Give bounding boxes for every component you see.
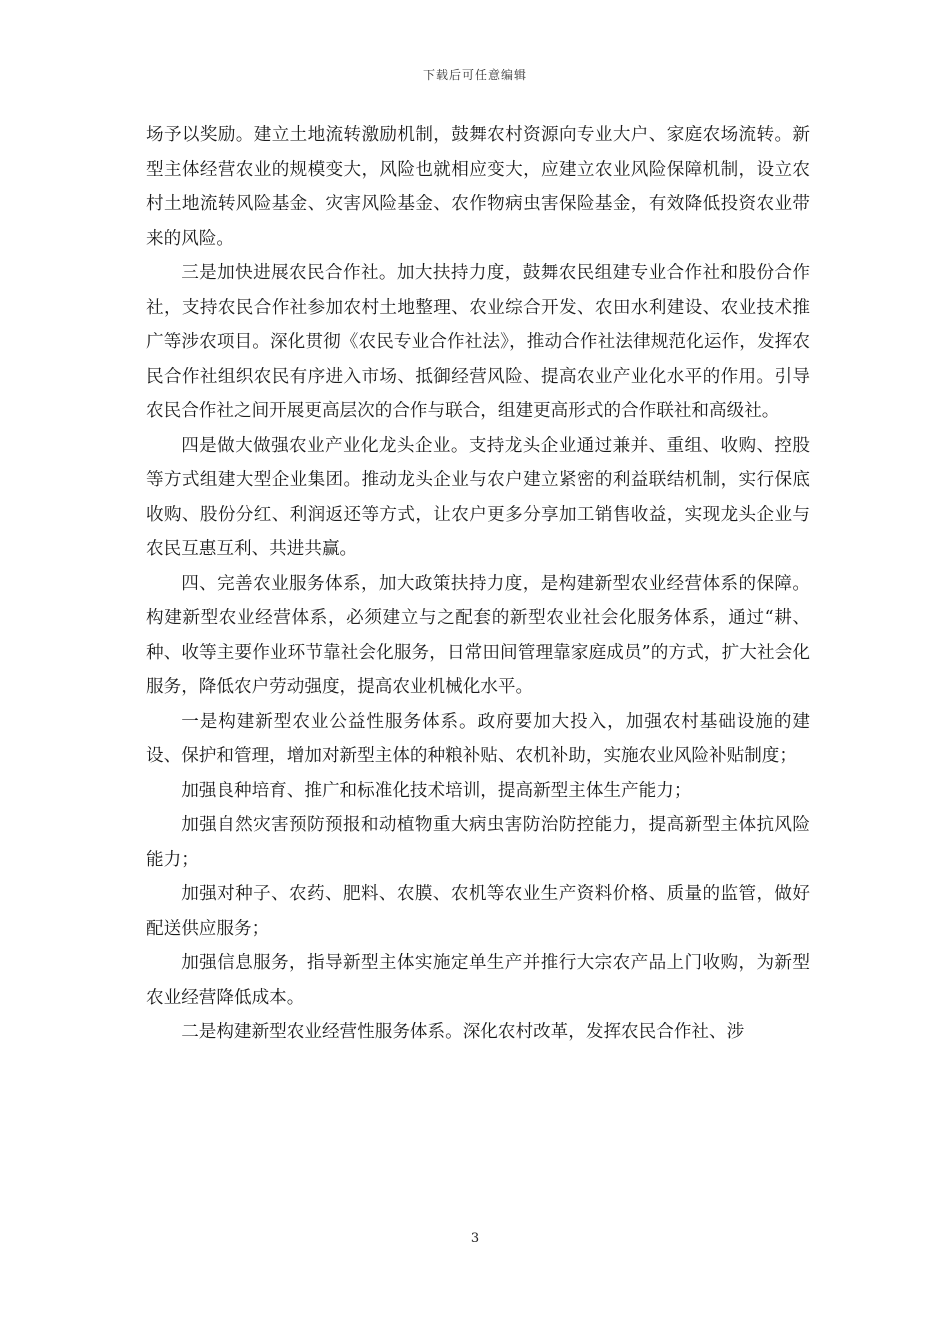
paragraph-2: 三是加快进展农民合作社。加大扶持力度，鼓舞农民组建专业合作社和股份合作社，支持农民合作社参加农村土地整理、农业综合开发、农田水利建设、农业技术推广等涉农项目。深化贯彻《农民专业合作社法》，推动合作社法律规范化运作，发挥农民合作社组织农民有序进入市场、抵御经营风险、提高农业产业化水平的作用。引导农民合作社之间开展更高层次的合作与联合，组建更高形式的合作联社和高级社。 xyxy=(146,263,810,421)
paragraph-1: 场予以奖励。建立土地流转激励机制，鼓舞农村资源向专业大户、家庭农场流转。新型主体经营农业的规模变大，风险也就相应变大，应建立农业风险保障机制，设立农村土地流转风险基金、灾害风险基金、农作物病虫害保险基金，有效降低投资农业带来的风险。 xyxy=(146,125,810,249)
paragraph-8: 加强对种子、农药、肥料、农膜、农机等农业生产资料价格、质量的监管，做好配送供应服务； xyxy=(146,884,810,939)
paragraph-9: 加强信息服务，指导新型主体实施定单生产并推行大宗农产品上门收购，为新型农业经营降低成本。 xyxy=(146,953,810,1008)
page-number: 3 xyxy=(470,1231,480,1246)
paragraph-6: 加强良种培育、推广和标准化技术培训，提高新型主体生产能力； xyxy=(181,780,692,801)
paragraph-5: 一是构建新型农业公益性服务体系。政府要加大投入，加强农村基础设施的建设、保护和管理，增加对新型主体的种粮补贴、农机补助，实施农业风险补贴制度； xyxy=(146,711,810,766)
paragraph-10: 二是构建新型农业经营性服务体系。深化农村改革，发挥农民合作社、涉 xyxy=(181,1022,745,1042)
paragraph-4: 四、完善农业服务体系，加大政策扶持力度，是构建新型农业经营体系的保障。构建新型农业经营体系，必须建立与之配套的新型农业社会化服务体系，通过“耕、种、收等主要作业环节靠社会化服务，日常田间管理靠家庭成员”的方式，扩大社会化服务，降低农户劳动强度，提高农业机械化水平。 xyxy=(146,573,810,697)
paragraph-3: 四是做大做强农业产业化龙头企业。支持龙头企业通过兼并、重组、收购、控股等方式组建大型企业集团。推动龙头企业与农户建立紧密的利益联结机制，实行保底收购、股份分红、利润返还等方式，让农户更多分享加工销售收益，实现龙头企业与农民互惠互利、共进共赢。 xyxy=(146,435,810,559)
document-body xyxy=(146,118,810,1050)
page-header: 下载后可任意编辑 xyxy=(422,68,527,82)
paragraph-7: 加强自然灾害预防预报和动植物重大病虫害防治防控能力，提高新型主体抗风险能力； xyxy=(146,815,810,870)
